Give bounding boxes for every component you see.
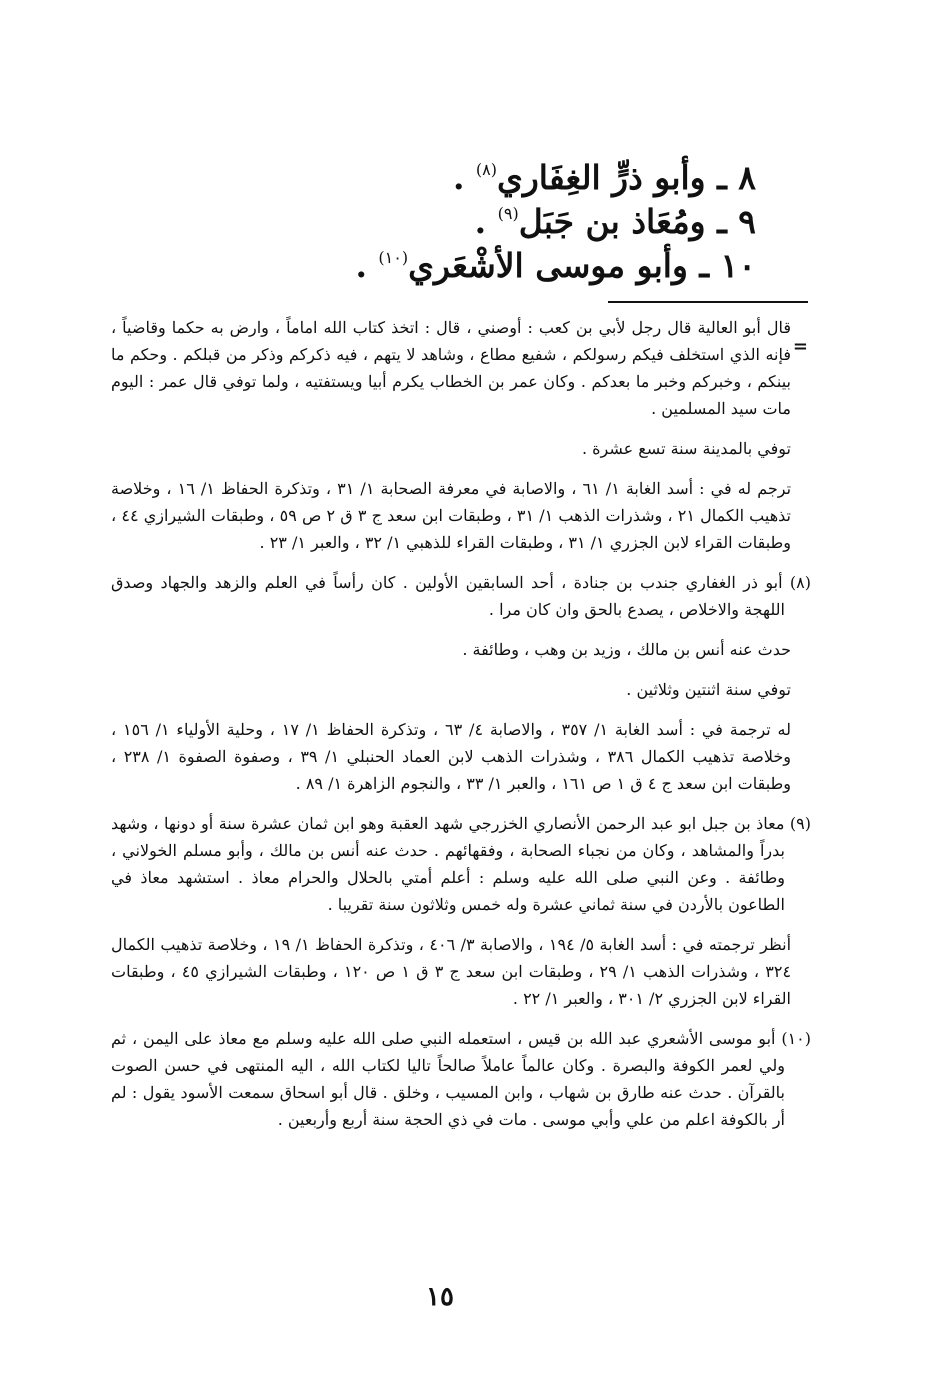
footnote-10-text: (١٠) أبو موسى الأشعري عبد الله بن قيس ، استعمله النبي صلى الله عليه وسلم مع معاذ على اليمن ، ثم ولي لعمر الكوفة والبصرة . وكان عالماً عاملاً صالحاً تاليا لكتاب الله ، اليه المنتهى في حسن الصوت بالقرآن . حدث عنه طارق بن شهاب ، وابن المسيب ، وخلق . قال أبو اسحاق سمعت الأسود يقول : لم أر بالكوفة اعلم من علي وأبي موسى . مات في ذي الحجة سنة أربع وأربعين . — [111, 1029, 811, 1129]
footnote-9-text: (٩) معاذ بن جبل ابو عبد الرحمن الأنصاري الخزرجي شهد العقبة وهو ابن ثمان عشرة سنة أو دونها ، وشهد بدراً والمشاهد ، وكان من نجباء الصحابة ، وفقهائهم . حدث عنه أنس بن مالك ، وأبو مسلم الخولاني ، وطائفة . وعن النبي صلى الله عليه وسلم : أعلم أمتي بالحلال والحرام معاذ . استشهد معاذ في الطاعون بالأردن في سنة ثماني عشرة وله خمس وثلاثون سنة تقريبا . — [111, 814, 811, 914]
footnote-ref-8[interactable]: (٨) — [475, 160, 498, 179]
footnote-8-text: (٨) أبو ذر الغفاري جندب بن جنادة ، أحد السابقين الأولين . كان رأساً في العلم والزهد والجهاد وصدق اللهجة والاخلاص ، يصدع بالحق وان كان مرا . — [111, 573, 811, 619]
companion-item-10: ١٠ ـ وأبو موسى الأشْعَري$^{(١٠)}$ . — [355, 246, 756, 285]
footnote-8-sources: له ترجمة في : أسد الغابة ١/ ٣٥٧ ، والاصابة ٤/ ٦٣ ، وتذكرة الحفاظ ١/ ١٧ ، وحلية الأولياء ١/ ١٥٦ ، وخلاصة تذهيب الكمال ٣٨٦ ، وشذرات الذهب لابن العماد الحنبلي ١/ ٣٩ ، وصفوة الصفوة ١/ ٢٣٨ ، وطبقات ابن سعد ج ٤ ق ١ ص ١٦١ ، والعبر ١/ ٣٣ ، والنجوم الزاهرة ١/ ٨٩ . — [111, 720, 792, 793]
footnote-9-sources: أنظر ترجمته في : أسد الغابة ٥/ ١٩٤ ، والاصابة ٣/ ٤٠٦ ، وتذكرة الحفاظ ١/ ١٩ ، وخلاصة تذهيب الكمال ٣٢٤ ، وشذرات الذهب ١/ ٢٩ ، وطبقات ابن سعد ج ٣ ق ١ ص ١٢٠ ، وطبقات الشيرازي ٤٥ ، وطبقات القراء لابن الجزري ٢/ ٣٠١ ، والعبر ١/ ٢٢ . — [111, 935, 792, 1008]
footnotes — [111, 314, 811, 1146]
footnote-ubayy-text: قال أبو العالية قال رجل لأبي بن كعب : أوصني ، قال : اتخذ كتاب الله اماماً ، وارض به حكما وقاضياً ، فإنه الذي استخلف فيكم رسولكم ، شفيع مطاع ، وشاهد لا يتهم ، فيه ذكركم وذكر من قبلكم . وحكم ما بينكم ، وخبركم وخبر ما بعدكم . وكان عمر بن الخطاب يكرم أبيا ويستفتيه ، ولما توفي قال عمر : اليوم مات سيد المسلمين . — [111, 318, 792, 418]
footnote-8-death: توفي سنة اثنتين وثلاثين . — [626, 680, 791, 699]
footnote-8-narrators: حدث عنه أنس بن مالك ، وزيد بن وهب ، وطائفة . — [462, 640, 791, 659]
footnote-ref-9[interactable]: (٩) — [497, 204, 519, 223]
companion-item-8: ٨ ـ وأبو ذرٍّ الغِفَاري$^{(٨)}$ . — [452, 158, 756, 197]
footnote-separator — [608, 301, 808, 303]
companion-item-9: ٩ ـ ومُعَاذ بن جَبَل$^{(٩)}$ . — [474, 202, 756, 241]
page-number: ١٥ — [426, 1282, 454, 1312]
continuation-mark: = — [792, 336, 808, 357]
footnote-ubayy-sources: ترجم له في : أسد الغابة ١/ ٦١ ، والاصابة في معرفة الصحابة ١/ ٣١ ، وتذكرة الحفاظ ١/ ١٦ ، وخلاصة تذهيب الكمال ٢١ ، وشذرات الذهب ١/ ٣١ ، وطبقات ابن سعد ج ٣ ق ٢ ص ٥٩ ، وطبقات الشيرازي ٤٤ ، وطبقات القراء لابن الجزري ١/ ٣١ ، وطبقات القراء للذهبي ١/ ٣٢ ، والعبر ١/ ٢٣ . — [111, 479, 792, 552]
footnote-ubayy-death: توفي بالمدينة سنة تسع عشرة . — [581, 439, 791, 458]
footnote-ref-10[interactable]: (١٠) — [378, 248, 409, 267]
companion-list — [156, 148, 756, 285]
